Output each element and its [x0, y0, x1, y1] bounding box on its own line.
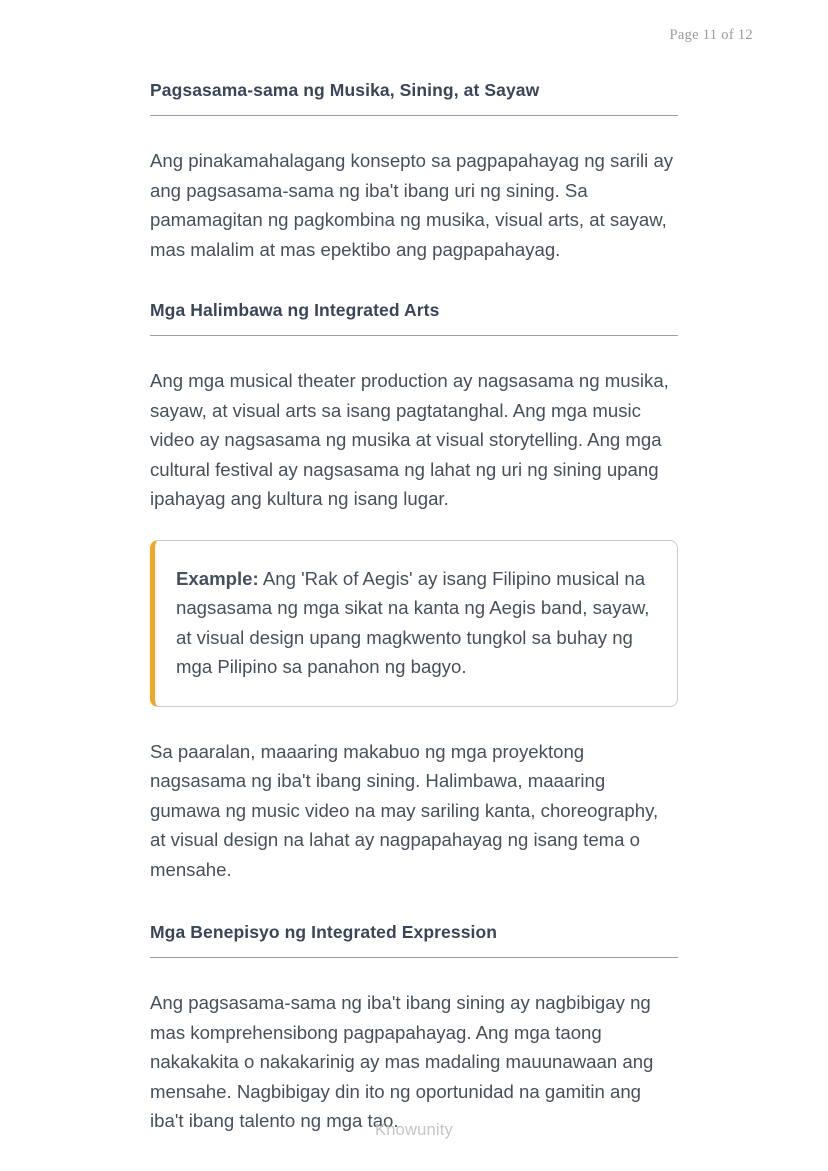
paragraph-halimbawa: Ang mga musical theater production ay nagsasama ng musika, sayaw, at visual arts sa isang pagtatanghal. Ang mga music video ay nagsasama ng musika at visual storytelling. Ang mga cultural festival ay nagsasama ng lahat ng uri ng sining upang ipahayag ang kultura ng isang lugar.	[150, 370, 669, 509]
section-heading-benepisyo: Mga Benepisyo ng Integrated Expression	[150, 922, 498, 942]
footer-brand-knowunity: Knowunity	[375, 1121, 453, 1139]
example-label: Example:	[176, 567, 259, 589]
section-divider	[150, 335, 678, 336]
section-divider	[150, 957, 678, 958]
paragraph-benepisyo: Ang pagsasama-sama ng iba't ibang sining ay nagbibigay ng mas komprehensibong pagpapahayag. Ang mga taong nakakakita o nakakarinig ay mas madaling mauunawaan ang mensahe. Nagbibigay din ito ng oportunidad na gamitin ang iba't ibang talento ng mga tao.	[150, 992, 654, 1131]
document-content	[150, 0, 678, 1136]
section-heading-pagsasama: Pagsasama-sama ng Musika, Sining, at Sayaw	[150, 80, 540, 100]
paragraph-intro: Ang pinakamahalagang konsepto sa pagpapahayag ng sarili ay ang pagsasama-sama ng iba't ibang uri ng sining. Sa pamamagitan ng pagkombina ng musika, visual arts, at sayaw, mas malalim at mas epektibo ang pagpapahayag.	[150, 150, 674, 260]
example-body: Ang 'Rak of Aegis' ay isang Filipino musical na nagsasama ng mga sikat na kanta ng Aegis band, sayaw, at visual design upang magkwento tungkol sa buhay ng mga Pilipino sa panahon ng bagyo.	[176, 567, 650, 677]
example-text	[176, 564, 651, 682]
section-heading-halimbawa: Mga Halimbawa ng Integrated Arts	[150, 300, 440, 320]
paragraph-paaralan: Sa paaralan, maaaring makabuo ng mga proyektong nagsasama ng iba't ibang sining. Halimbawa, maaaring gumawa ng music video na may sariling kanta, choreography, at visual design na lahat ay nagpapahayag ng isang tema o mensahe.	[150, 740, 659, 880]
section-divider	[150, 115, 678, 116]
page-number-label: Page 11 of 12	[669, 27, 753, 43]
example-callout-box	[150, 540, 678, 707]
